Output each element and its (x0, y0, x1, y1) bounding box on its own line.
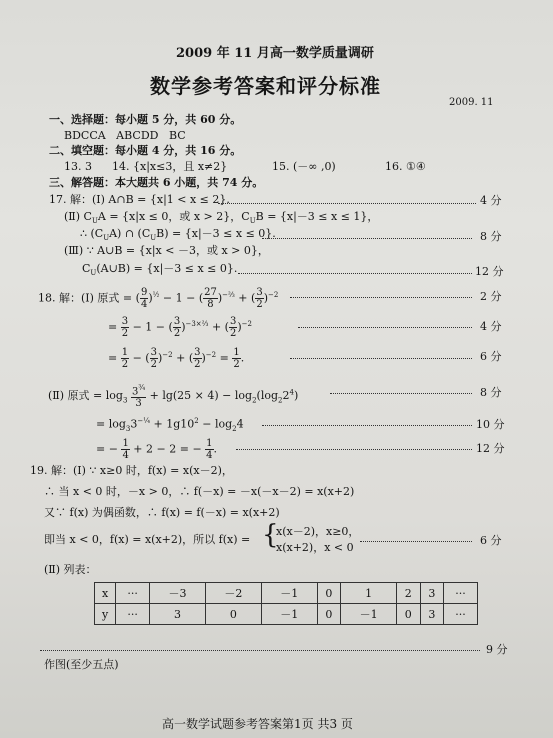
section-2-heading: 二、填空题：每小题 4 分，共 16 分。 (49, 144, 242, 157)
q17-part3-result: $C_U(A\cup B) = \{x|-3 \le x \le 0\}$. (82, 262, 238, 278)
dot-leader (290, 297, 472, 298)
q17-part1: 17. 解：(Ⅰ) A∩B = {x|1 < x ≤ 2}. (49, 193, 230, 206)
dot-leader (298, 327, 472, 328)
table-row (95, 604, 478, 625)
table-cell: ··· (444, 583, 478, 604)
table-cell: 3 (420, 583, 444, 604)
table-cell: －2 (205, 583, 261, 604)
q18-step2: = $\frac{3}{2}$ − 1 − ( $\frac{3}{2}$ )$^{-3\times\frac{2}{3}}$ + ( $\frac{3}{2}$ )$^{-2}$ (108, 316, 252, 339)
score-mark: 10 分 (476, 418, 505, 431)
table-cell: 0 (317, 604, 341, 625)
table-cell: 3 (150, 604, 206, 625)
choice-answers: BDCCA ABCDD BC (64, 129, 186, 142)
piecewise-brace: { (262, 520, 279, 550)
q17-part3: (Ⅲ) ∵ A∪B = {x|x < －3，或 x > 0}， (64, 244, 269, 257)
answer-15: 15. (－∞ ,0) (272, 160, 336, 173)
section-1-heading: 一、选择题：每小题 5 分，共 60 分。 (49, 113, 242, 126)
q19-conclusion: 即当 x < 0，f(x) = x(x+2)，所以 f(x) = (44, 533, 251, 546)
table-cell: －1 (261, 604, 317, 625)
exam-subtitle: 2009 年 11 月高一数学质量调研 (176, 46, 374, 61)
value-table (94, 582, 478, 625)
table-cell: 0 (317, 583, 341, 604)
dot-leader (290, 358, 472, 359)
score-mark: 6 分 (480, 350, 502, 363)
table-cell: －3 (150, 583, 206, 604)
score-mark: 4 分 (480, 320, 502, 333)
dot-leader (330, 393, 472, 394)
q18-part2-step2: = $\log_33^{-\frac{1}{4}} + 1g10^2 - \log_24$ (96, 417, 244, 433)
page-footer: 高一数学试题参考答案第1页 共3 页 (162, 717, 353, 731)
table-cell: x (95, 583, 116, 604)
piecewise-case-2: x(x+2)，x < 0 (276, 541, 354, 554)
q19-part1: 19. 解：(Ⅰ) ∵ x≥0 时，f(x) = x(x－2)， (30, 464, 233, 477)
score-mark: 8 分 (480, 230, 502, 243)
dot-leader (262, 425, 472, 426)
answer-16: 16. ①④ (385, 160, 426, 173)
answer-14: 14. {x|x≤3，且 x≠2} (112, 160, 228, 173)
score-mark: 12 分 (476, 442, 505, 455)
q18-part1: 18. 解：(Ⅰ) 原式 = ( $\frac{9}{4}$ )$^{\frac{1}{2}}$ − 1 − ( $\frac{27}{8}$ )$^{-\frac{2}{3}}$ + ( $\frac{3}{2}$ )$^{-2}$ (38, 287, 279, 310)
score-mark: 9 分 (486, 643, 508, 656)
score-mark: 12 分 (475, 265, 504, 278)
q19-step3: 又∵ f(x) 为偶函数，∴ f(x) = f(－x) = x(x+2) (44, 506, 280, 519)
answer-13: 13. 3 (64, 160, 92, 173)
dot-leader (236, 449, 472, 450)
q17-part2: (Ⅱ) $C_UA = \{x|x \le 0$，或 x > 2}，$C_UB = \{x|-3 \le x \le 1\}$， (64, 210, 379, 226)
q19-step2: ∴ 当 x < 0 时，－x > 0，∴ f(－x) = －x(－x－2) = x(x+2) (44, 485, 355, 498)
table-row (95, 583, 478, 604)
table-cell: ··· (444, 604, 478, 625)
table-cell: 1 (341, 583, 397, 604)
table-cell: 0 (397, 604, 421, 625)
q18-step3: = $\frac{1}{2}$ − ( $\frac{3}{2}$ )$^{-2}$ + ( $\frac{3}{2}$ )$^{-2}$ = $\frac{1}{2}$ . (108, 347, 245, 370)
dot-leader (360, 541, 472, 542)
page-title: 数学参考答案和评分标准 (150, 74, 381, 98)
dot-leader (238, 273, 472, 274)
table-cell: y (95, 604, 116, 625)
q18-part2: (Ⅱ) 原式 = $\log_3$ $\frac{3^{\frac{3}{4}}}{3}$ + $\lg(25 \times 4) - \log_2(\log_22^4)$ (48, 384, 299, 410)
q17-part2-result: ∴ $(C_UA)$ ∩ $(C_UB) = \{x|-3 \le x \le 0\}$. (80, 227, 276, 243)
score-mark: 4 分 (480, 194, 502, 207)
q19-part2: (Ⅱ) 列表： (44, 563, 97, 576)
table-cell: 0 (205, 604, 261, 625)
exam-date: 2009. 11 (449, 97, 494, 108)
dot-leader (40, 650, 480, 651)
score-mark: 8 分 (480, 386, 502, 399)
score-mark: 6 分 (480, 534, 502, 547)
table-cell: ··· (116, 583, 150, 604)
table-cell: ··· (116, 604, 150, 625)
section-3-heading: 三、解答题：本大题共 6 小题，共 74 分。 (49, 176, 264, 189)
table-cell: 3 (420, 604, 444, 625)
dot-leader (262, 238, 472, 239)
table-cell: 2 (397, 583, 421, 604)
score-mark: 2 分 (480, 290, 502, 303)
piecewise-case-1: x(x－2)，x≥0， (276, 525, 360, 538)
q18-part2-step3: = − $\frac{1}{4}$ + 2 − 2 = − $\frac{1}{4}$ . (96, 438, 218, 461)
table-cell: －1 (341, 604, 397, 625)
q19-drawing-note: 作图(至少五点) (44, 658, 119, 671)
dot-leader (218, 203, 476, 204)
table-cell: －1 (261, 583, 317, 604)
